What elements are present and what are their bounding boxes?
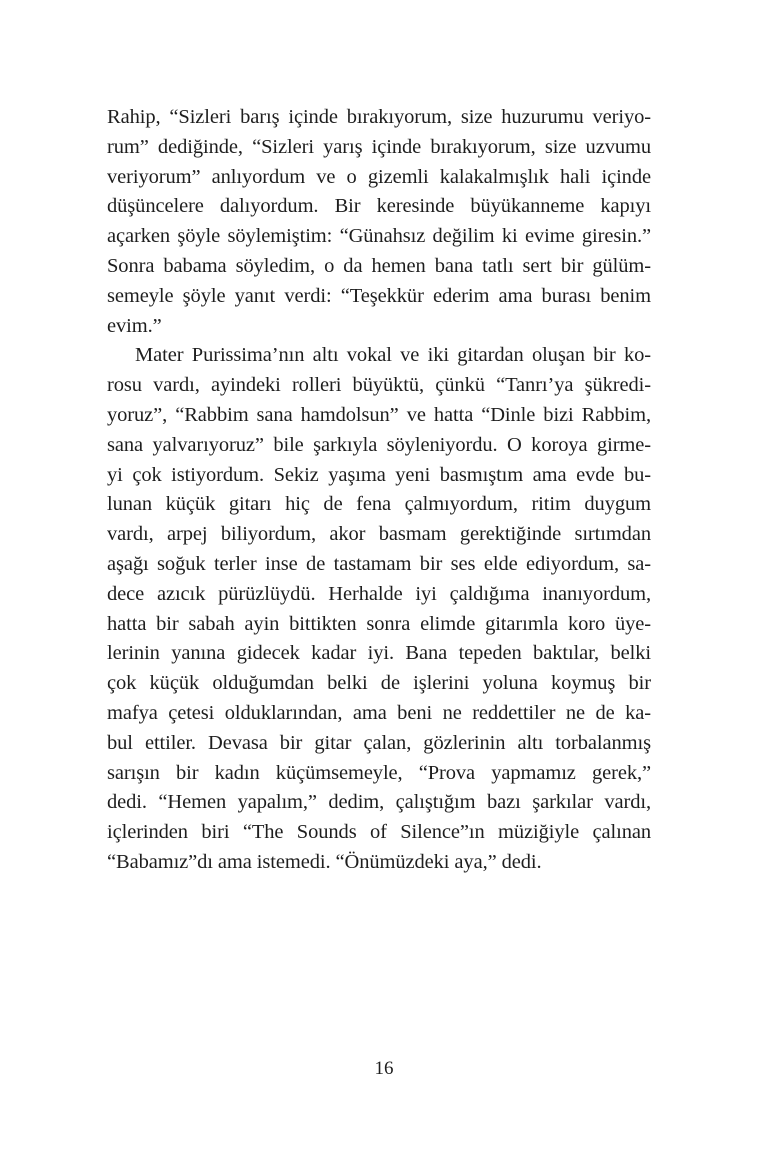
text-line: dece azıcık pürüzlüydü. Herhalde iyi çaldığıma inanıyordum, [107,582,651,605]
text-line: Rahip, “Sizleri barış içinde bırakıyorum, size huzurumu veriyo- [107,106,651,128]
text-line: içlerinden biri “The Sounds of Silence”ın müziğiyle çalınan [107,821,651,844]
text-line: düşüncelere dalıyordum. Bir keresinde büyükanneme kapıyı [107,195,651,218]
text-line: hatta bir sabah ayin bittikten sonra elimde gitarımla koro üye- [107,612,651,635]
text-line: açarken şöyle söylemiştim: “Günahsız değilim ki evime giresin.” [107,225,651,248]
text-line: sana yalvarıyoruz” bile şarkıyla söyleniyordu. O koroya girme- [107,433,651,456]
paragraph [107,103,651,341]
text-line: semeyle şöyle yanıt verdi: “Teşekkür ederim ama burası benim [107,284,651,307]
text-line: yi çok istiyordum. Sekiz yaşıma yeni basmıştım ama evde bu- [107,463,651,486]
page-number: 16 [374,1058,394,1079]
text-line: aşağı soğuk terler inse de tastamam bir ses elde ediyordum, sa- [107,552,651,575]
text-line: lunan küçük gitarı hiç de fena çalmıyordum, ritim duygum [107,493,651,516]
text-line: vardı, arpej biliyordum, akor basmam gerektiğinde sırtımdan [107,523,651,546]
paragraph [107,341,651,877]
text-line: sarışın bir kadın küçümsemeyle, “Prova yapmamız gerek,” [107,761,651,784]
text-line: yoruz”, “Rabbim sana hamdolsun” ve hatta “Dinle bizi Rabbim, [107,403,651,426]
text-line: “Babamız”dı ama istemedi. “Önümüzdeki aya,” dedi. [107,850,542,873]
text-line: dedi. “Hemen yapalım,” dedim, çalıştığım bazı şarkılar vardı, [107,791,651,814]
text-line: bul ettiler. Devasa bir gitar çalan, gözlerinin altı torbalanmış [107,731,651,754]
text-line: çok küçük olduğumdan belki de işlerini yoluna koymuş bir [107,672,651,695]
text-line: lerinin yanına gidecek kadar iyi. Bana tepeden baktılar, belki [107,642,651,665]
text-line: veriyorum” anlıyordum ve o gizemli kalakalmışlık hali içinde [107,165,651,188]
text-line: Mater Purissima’nın altı vokal ve iki gitardan oluşan bir ko- [135,344,651,367]
text-line: rum” dediğinde, “Sizleri yarış içinde bırakıyorum, size uzvumu [107,135,651,158]
text-line: evim.” [107,314,162,337]
body-text [107,103,651,878]
text-line: rosu vardı, ayindeki rolleri büyüktü, çünkü “Tanrı’ya şükredi- [107,374,651,397]
text-line: mafya çetesi olduklarından, ama beni ne reddettiler ne de ka- [107,701,651,724]
text-line: Sonra babama söyledim, o da hemen bana tatlı sert bir gülüm- [107,254,651,277]
